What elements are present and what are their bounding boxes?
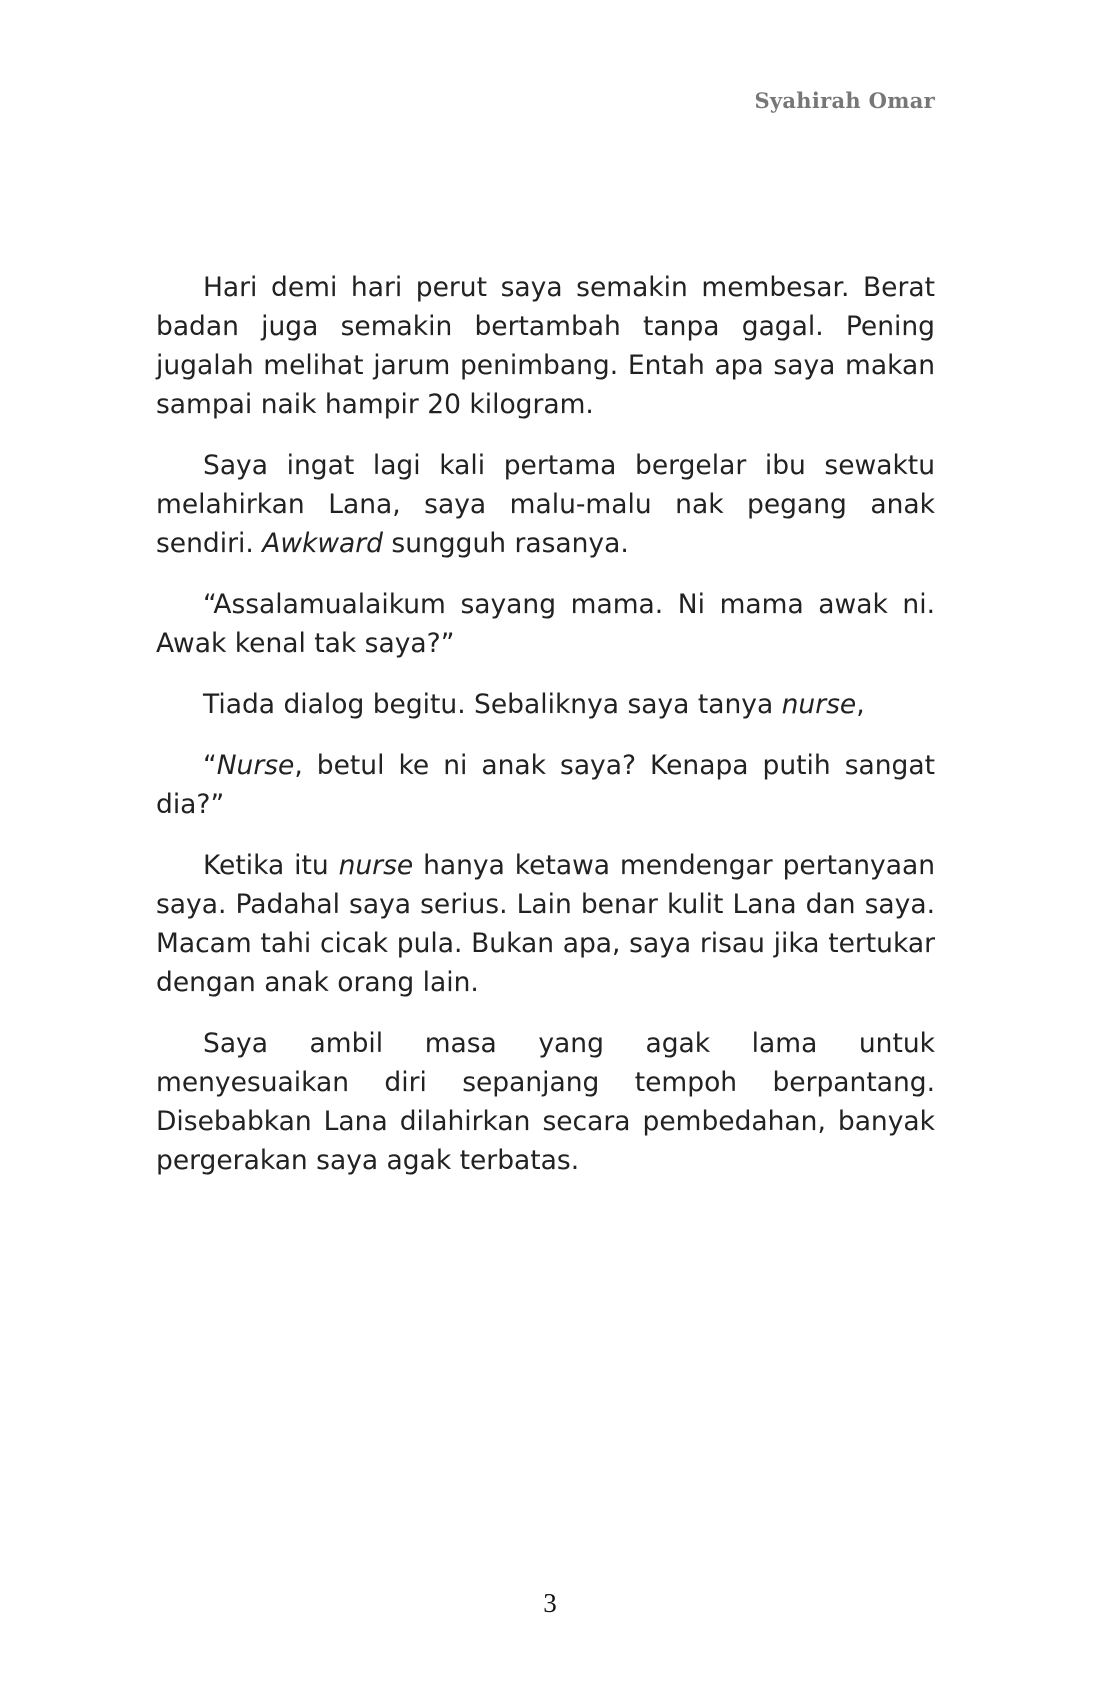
paragraph-text: Tiada dialog begitu. Sebaliknya saya tanya bbox=[203, 689, 782, 720]
italic-word: nurse bbox=[781, 689, 857, 720]
paragraph bbox=[156, 685, 935, 724]
paragraph bbox=[156, 846, 935, 1002]
body-text bbox=[156, 268, 935, 1202]
paragraph-text: Saya ingat lagi kali pertama bergelar ibu sewaktu melahirkan Lana, saya malu-malu nak pegang anak sendiri. bbox=[156, 450, 935, 559]
running-header-author: Syahirah Omar bbox=[754, 88, 935, 113]
italic-word: Nurse bbox=[216, 750, 295, 781]
italic-word: Awkward bbox=[262, 528, 383, 559]
paragraph-text: , betul ke ni anak saya? Kenapa putih sangat dia?” bbox=[156, 750, 935, 820]
paragraph bbox=[156, 1024, 935, 1180]
paragraph-text: Ketika itu bbox=[203, 850, 339, 881]
paragraph bbox=[156, 446, 935, 563]
paragraph bbox=[156, 585, 935, 663]
italic-word: nurse bbox=[338, 850, 414, 881]
paragraph-text: sungguh rasanya. bbox=[382, 528, 629, 559]
paragraph bbox=[156, 268, 935, 424]
paragraph-text: “Assalamualaikum sayang mama. Ni mama awak ni. Awak kenal tak saya?” bbox=[156, 589, 935, 659]
paragraph-text: Saya ambil masa yang agak lama untuk menyesuaikan diri sepanjang tempoh berpantang. Disebabkan Lana dilahirkan secara pembedahan, banyak pergerakan saya agak terbatas. bbox=[156, 1028, 935, 1176]
page-number: 3 bbox=[543, 1588, 557, 1618]
paragraph-text: Hari demi hari perut saya semakin membesar. Berat badan juga semakin bertambah tanpa gagal. Pening jugalah melihat jarum penimbang. Entah apa saya makan sampai naik hampir 20 kilogram. bbox=[156, 272, 935, 420]
paragraph-text: “ bbox=[203, 750, 217, 781]
paragraph bbox=[156, 746, 935, 824]
paragraph-text: , bbox=[856, 689, 865, 720]
paragraph-text: hanya ketawa mendengar pertanyaan saya. Padahal saya serius. Lain benar kulit Lana dan saya. Macam tahi cicak pula. Bukan apa, saya risau jika tertukar dengan anak orang lain. bbox=[156, 850, 935, 998]
